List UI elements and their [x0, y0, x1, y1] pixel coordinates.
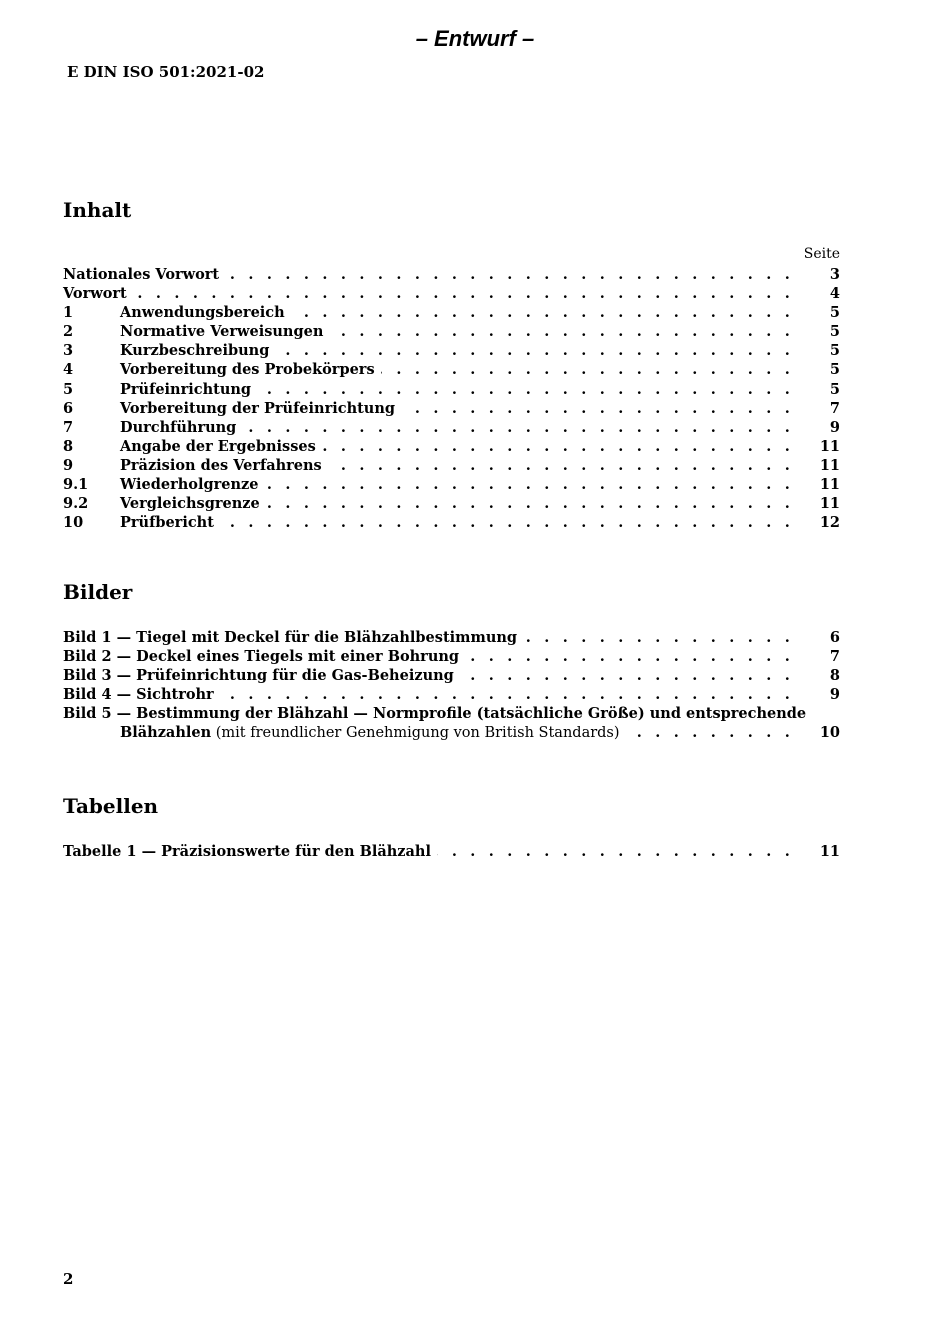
figure-entry-title: Bild 2 — Deckel eines Tiegels mit einer Bohrung — [63, 648, 460, 666]
figure-entry-page: 8 — [829, 667, 840, 685]
figure-entry-title: Bild 4 — Sichtrohr — [63, 686, 214, 704]
leader-dots — [437, 842, 796, 861]
toc-entry-page: 12 — [819, 514, 840, 532]
contents-list — [63, 265, 840, 532]
contents-heading: Inhalt — [63, 198, 132, 222]
draft-label: – Entwurf – — [415, 26, 535, 51]
leader-dots — [523, 628, 796, 647]
toc-entry-number: 5 — [63, 380, 74, 398]
toc-entry-number: 8 — [63, 437, 74, 455]
figure-entry-title-continued — [120, 723, 626, 743]
toc-entry-page: 7 — [829, 399, 840, 417]
toc-entry-title: Nationales Vorwort — [63, 266, 220, 283]
toc-entry-page: 5 — [829, 361, 840, 379]
toc-entry-number: 9.1 — [63, 476, 89, 494]
toc-entry-number: 4 — [63, 361, 74, 379]
toc-entry-page: 11 — [819, 437, 840, 455]
toc-entry[interactable] — [63, 456, 840, 475]
figure-entry-page: 9 — [829, 686, 840, 704]
toc-entry-page: 5 — [829, 380, 840, 398]
toc-entry[interactable] — [63, 475, 840, 494]
toc-entry[interactable] — [63, 265, 840, 284]
leader-dots — [381, 360, 796, 379]
toc-entry-title: Präzision des Verfahrens — [120, 456, 322, 474]
toc-entry-page: 5 — [829, 304, 840, 322]
toc-entry[interactable] — [63, 494, 840, 513]
toc-entry[interactable] — [63, 322, 840, 341]
toc-entry-title: Anwendungsbereich — [120, 304, 285, 322]
toc-entry[interactable] — [63, 380, 840, 399]
leader-dots — [275, 341, 796, 360]
toc-entry[interactable] — [63, 284, 840, 303]
figure-entry[interactable] — [63, 647, 840, 666]
toc-entry-page: 5 — [829, 342, 840, 360]
table-entry-page: 11 — [819, 843, 840, 860]
toc-entry-number: 2 — [63, 323, 74, 341]
toc-entry-page: 11 — [819, 495, 840, 513]
toc-entry-number: 3 — [63, 342, 74, 360]
toc-entry-number: 10 — [63, 514, 84, 532]
figure-entry-title: Bild 1 — Tiegel mit Deckel für die Blähzahlbestimmung — [63, 629, 518, 646]
toc-entry[interactable] — [63, 303, 840, 322]
toc-entry-number: 6 — [63, 399, 74, 417]
toc-entry[interactable] — [63, 360, 840, 379]
leader-dots — [329, 322, 796, 341]
toc-entry-title: Durchführung — [120, 418, 237, 436]
document-id: E DIN ISO 501:2021-02 — [67, 63, 265, 81]
toc-entry-title: Vorwort — [63, 285, 127, 303]
figure-entry-page: 7 — [829, 648, 840, 666]
leader-dots — [401, 399, 796, 418]
figure-entry-title-note: (mit freundlicher Genehmigung von British Standards) — [211, 725, 620, 742]
toc-entry-title: Vorbereitung des Probekörpers — [120, 361, 375, 379]
figure-entry-line-2[interactable] — [63, 723, 840, 742]
table-entry[interactable] — [63, 842, 840, 861]
toc-entry-title: Vorbereitung der Prüfeinrichtung — [120, 399, 396, 417]
toc-entry[interactable] — [63, 341, 840, 360]
toc-entry-page: 11 — [819, 456, 840, 474]
leader-dots — [133, 284, 796, 303]
toc-entry-page: 5 — [829, 323, 840, 341]
toc-entry-title: Vergleichsgrenze — [120, 495, 260, 513]
toc-entry-number: 7 — [63, 418, 74, 436]
figures-list — [63, 628, 840, 743]
toc-entry-page: 9 — [829, 418, 840, 436]
toc-entry-page: 11 — [819, 476, 840, 494]
table-entry-title: Tabelle 1 — Präzisionswerte für den Blähzahl — [63, 843, 431, 860]
toc-entry-page: 4 — [829, 285, 840, 303]
leader-dots — [291, 303, 796, 322]
toc-entry-title: Wiederholgrenze — [120, 476, 259, 494]
leader-dots — [265, 475, 797, 494]
toc-entry-number: 9 — [63, 456, 74, 474]
toc-entry-title: Prüfbericht — [120, 514, 214, 532]
tables-list — [63, 842, 840, 861]
toc-entry-title: Normative Verweisungen — [120, 323, 324, 341]
leader-dots — [225, 265, 796, 284]
tables-heading: Tabellen — [63, 794, 159, 818]
figure-entry-title: Bild 3 — Prüfeinrichtung für die Gas-Beheizung — [63, 667, 454, 685]
leader-dots — [257, 380, 796, 399]
leader-dots — [322, 437, 796, 456]
figure-entry-page: 6 — [829, 629, 840, 646]
toc-entry[interactable] — [63, 418, 840, 437]
leader-dots — [220, 685, 796, 704]
toc-entry-page: 3 — [829, 266, 840, 283]
toc-entry-number: 9.2 — [63, 495, 89, 513]
leader-dots — [328, 456, 796, 475]
page-column-label: Seite — [803, 246, 840, 262]
leader-dots — [266, 494, 796, 513]
toc-entry-title: Angabe der Ergebnisses — [120, 437, 316, 455]
leader-dots — [460, 666, 796, 685]
figure-entry-title: Bild 5 — Bestimmung der Blähzahl — Normprofile (tatsächliche Größe) und entsprechende — [63, 705, 807, 723]
toc-entry[interactable] — [63, 513, 840, 532]
toc-entry-title: Kurzbeschreibung — [120, 342, 270, 360]
leader-dots — [465, 647, 796, 666]
leader-dots — [626, 723, 796, 742]
toc-entry[interactable] — [63, 437, 840, 456]
figure-entry-page: 10 — [819, 724, 840, 742]
figures-heading: Bilder — [63, 580, 133, 604]
leader-dots — [220, 513, 796, 532]
toc-entry-number: 1 — [63, 304, 74, 322]
figure-entry[interactable] — [63, 685, 840, 704]
figure-entry[interactable] — [63, 666, 840, 685]
toc-entry[interactable] — [63, 399, 840, 418]
page-number: 2 — [63, 1270, 74, 1288]
leader-dots — [242, 418, 796, 437]
figure-entry-title-bold: Blähzahlen — [120, 724, 212, 742]
figure-entry[interactable] — [63, 628, 840, 647]
figure-entry-line-1[interactable] — [63, 704, 840, 723]
toc-entry-title: Prüfeinrichtung — [120, 380, 252, 398]
